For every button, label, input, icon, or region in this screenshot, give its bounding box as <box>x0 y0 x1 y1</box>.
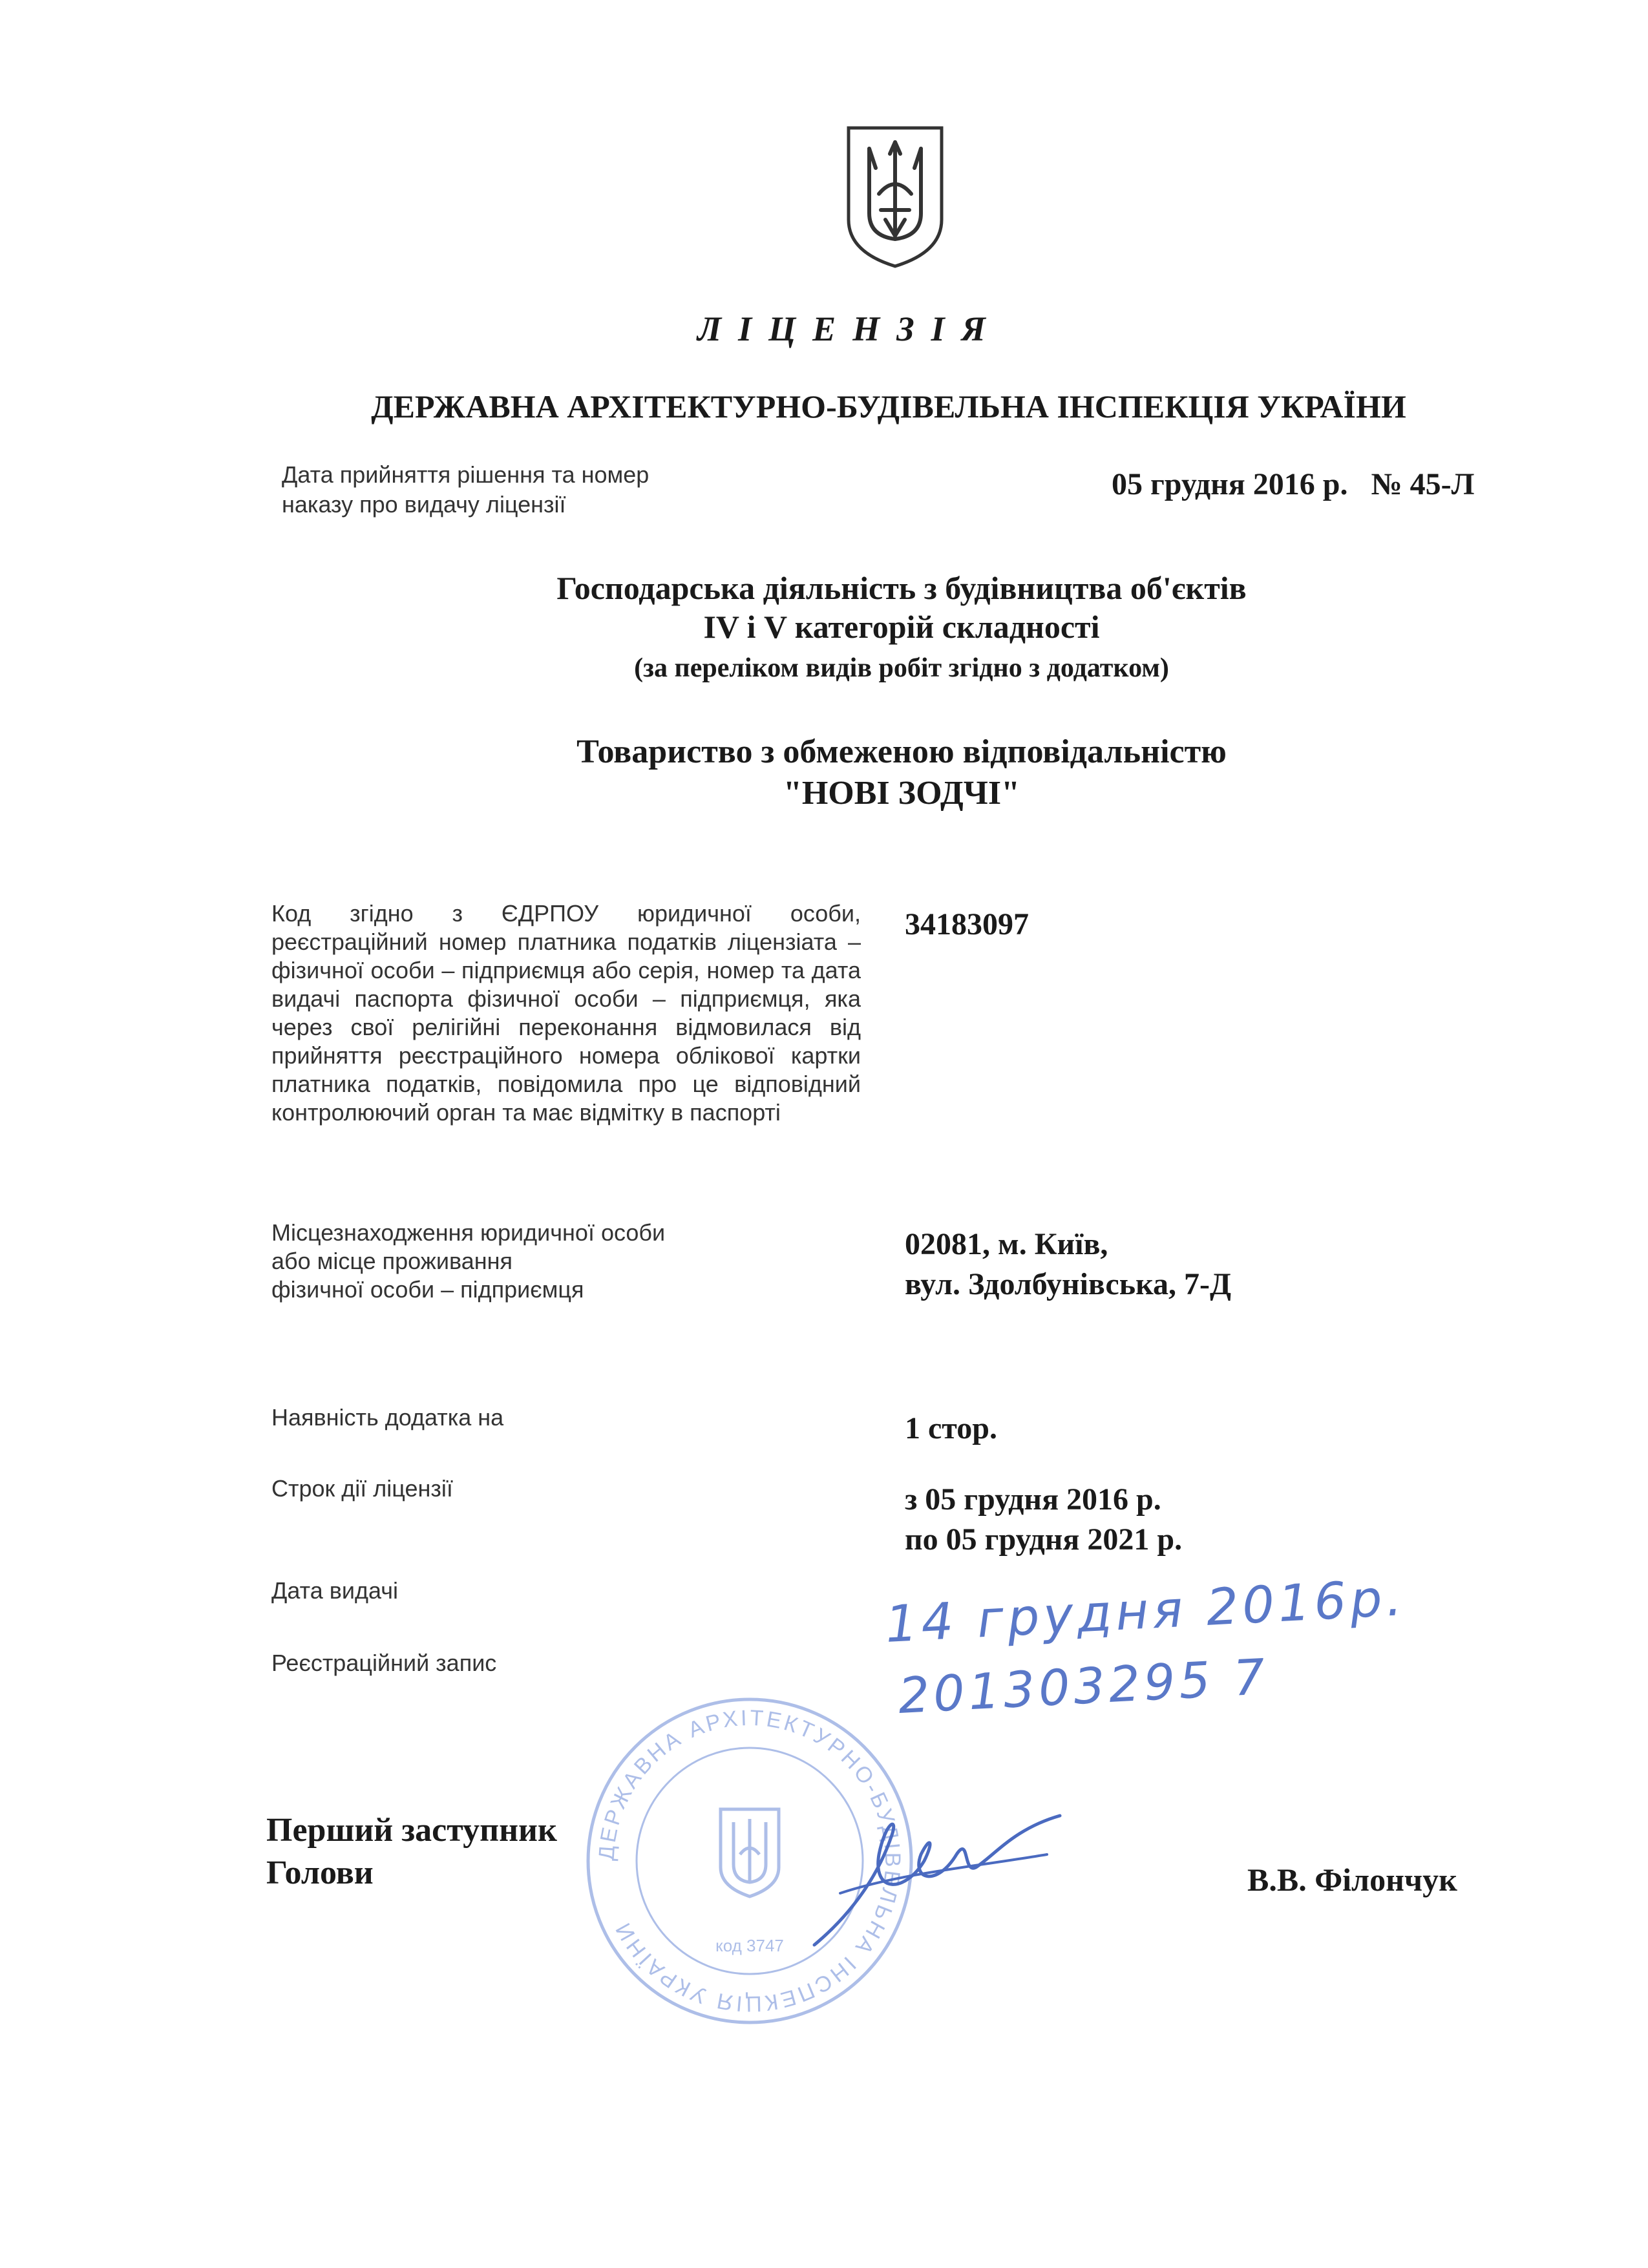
record-label: Реєстраційний запис <box>271 1650 497 1676</box>
appendix-label: Наявність додатка на <box>271 1404 504 1431</box>
decision-label-line: наказу про видачу ліцензії <box>282 491 566 518</box>
activity-note: (за переліком видів робіт згідно з додатком) <box>634 653 1169 683</box>
location-value <box>905 1224 1231 1305</box>
code-label: Код згідно з ЄДРПОУ юридичної особи, реєстраційний номер платника податків ліцензіата – фізичної особи – підприємця або серія, номер та дата видачі паспорта фізичної особи – підприємця, яка через свої релігійні переконання відмовилася від прийняття реєстраційного номера облікової картки платника податків, повідомила про це відповідний контролюючий орган та має відмітку в паспорті <box>271 900 861 1126</box>
trident-coat-of-arms-icon <box>843 123 947 271</box>
term-value-line: з 05 грудня 2016 р. <box>905 1482 1161 1517</box>
term-value-line: по 05 грудня 2021 р. <box>905 1522 1183 1557</box>
company-form: Товариство з обмеженою відповідальністю <box>576 733 1227 770</box>
activity-line: Господарська діяльність з будівництва об'єктів <box>556 570 1247 606</box>
issue-date-handwritten: 14 грудня 2016р. <box>883 1568 1408 1654</box>
location-label-line: фізичної особи – підприємця <box>271 1276 584 1303</box>
signer-name: В.В. Філончук <box>1247 1862 1457 1898</box>
decision-date-value: 05 грудня 2016 р. № 45-Л <box>1112 467 1475 501</box>
term-label: Строк дії ліцензії <box>271 1475 453 1502</box>
issuer-name: ДЕРЖАВНА АРХІТЕКТУРНО-БУДІВЕЛЬНА ІНСПЕКЦІЯ УКРАЇНИ <box>371 388 1406 425</box>
company-name: "НОВІ ЗОДЧІ" <box>783 775 1020 812</box>
term-value <box>905 1480 1182 1560</box>
activity-type <box>0 569 1648 688</box>
appendix-value: 1 стор. <box>905 1411 997 1445</box>
location-value-line: вул. Здолбунівська, 7-Д <box>905 1267 1232 1301</box>
position-line: Перший заступник <box>266 1812 557 1849</box>
code-value: 34183097 <box>905 907 1029 941</box>
decision-label-line: Дата прийняття рішення та номер <box>282 461 650 488</box>
handwritten-signature <box>801 1796 1073 1964</box>
location-label-line: Місцезнаходження юридичної особи <box>271 1219 666 1246</box>
signer-position <box>266 1809 557 1895</box>
stamp-text: ДЕРЖАВНА АРХІТЕКТУРНО-БУДІВЕЛЬНА ІНСПЕКЦІЯ УКРАЇНИ <box>594 1705 905 2017</box>
decision-date-label <box>282 460 734 520</box>
location-label-line: або місце проживання <box>271 1248 512 1274</box>
stamp-code: код 3747 <box>715 1936 784 1955</box>
record-handwritten: 201303295 7 <box>896 1648 1271 1725</box>
document-title: ЛІЦЕНЗІЯ <box>697 310 1002 348</box>
location-label <box>271 1219 861 1304</box>
licensee-name <box>0 731 1648 814</box>
position-line: Голови <box>266 1854 374 1891</box>
location-value-line: 02081, м. Київ, <box>905 1227 1108 1261</box>
activity-line: IV і V категорій складності <box>703 609 1100 645</box>
issue-date-label: Дата видачі <box>271 1577 398 1604</box>
